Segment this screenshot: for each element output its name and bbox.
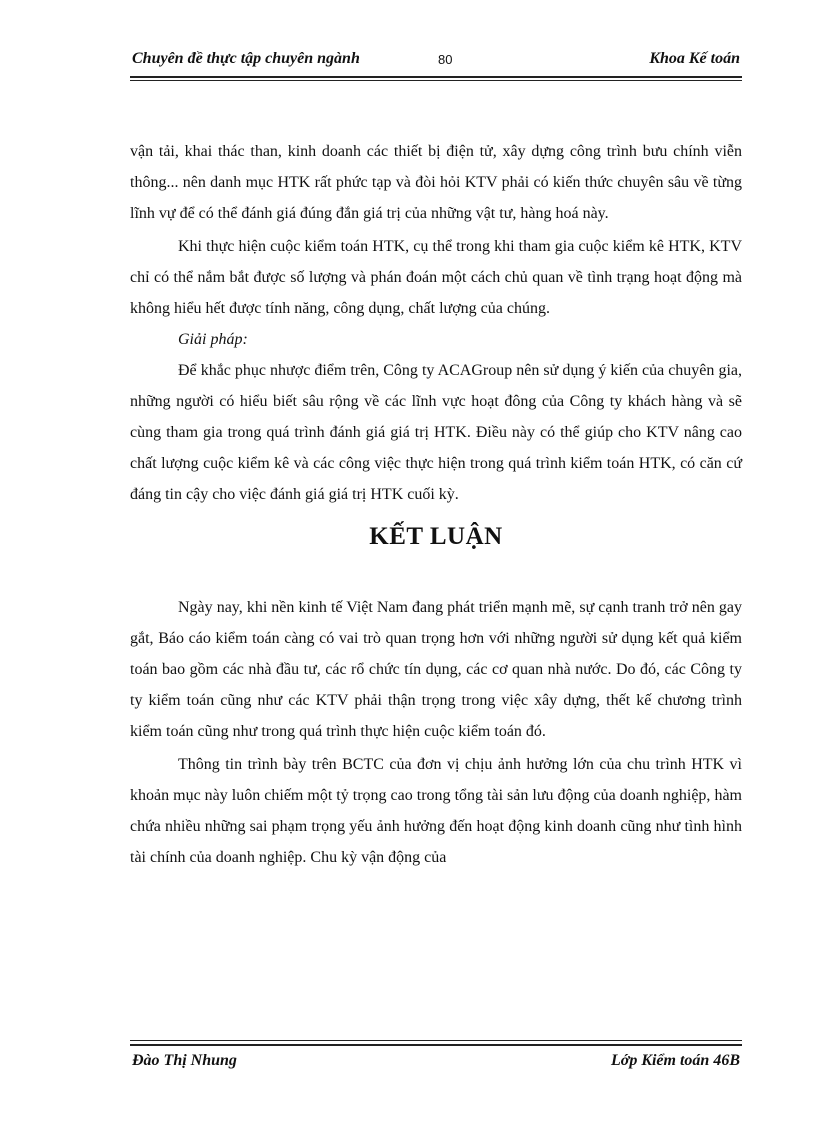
conclusion-heading: KẾT LUẬN xyxy=(369,523,503,550)
header-report-title: Chuyên đề thực tập chuyên ngành xyxy=(132,50,360,67)
paragraph-conclusion-2: Thông tin trình bày trên BCTC của đơn vị chịu ảnh hưởng lớn của chu trình HTK vì khoản mục này luôn chiếm một tỷ trọng cao trong tổng tài sản lưu động của doanh nghiệp, hàm chứa nhiều những sai phạm trọng yếu ảnh hưởng đến hoạt động kinh doanh cũng như tình hình tài chính của doanh nghiệp. Chu kỳ vận động của xyxy=(130,756,742,866)
header-department: Khoa Kế toán xyxy=(649,50,740,67)
paragraph-solution: Để khắc phục nhược điểm trên, Công ty ACAGroup nên sử dụng ý kiến của chuyên gia, những người có hiểu biết sâu rộng về các lĩnh vực hoạt đông của Công ty khách hàng và sẽ cùng tham gia trong quá trình đánh giá giá trị HTK. Điều này có thể giúp cho KTV nâng cao chất lượng cuộc kiểm kê và các công việc thực hiện trong quá trình kiểm toán HTK, có căn cứ đáng tin cậy cho việc đánh giá giá trị HTK cuối kỳ. xyxy=(130,362,742,503)
footer-author: Đào Thị Nhung xyxy=(132,1052,237,1069)
page-footer xyxy=(132,1052,742,1078)
footer-class: Lớp Kiểm toán 46B xyxy=(610,1052,740,1069)
footer-rule-thick xyxy=(130,1044,742,1046)
header-rule-thick xyxy=(130,76,742,78)
page-header xyxy=(132,50,742,76)
paragraph-continued: vận tải, khai thác than, kinh doanh các thiết bị điện tử, xây dựng công trình bưu chính viễn thông... nên danh mục HTK rất phức tạp và đòi hỏi KTV phải có kiến thức chuyên sâu về từng lĩnh vự để có thể đánh giá đúng đắn giá trị của những vật tư, hàng hoá này. xyxy=(130,143,742,222)
solution-label: Giải pháp: xyxy=(178,331,248,348)
page-body xyxy=(130,136,742,873)
page-number: 80 xyxy=(438,52,453,67)
paragraph-inventory-audit: Khi thực hiện cuộc kiểm toán HTK, cụ thể trong khi tham gia cuộc kiểm kê HTK, KTV chỉ có thể nắm bắt được số lượng và phán đoán một cách chủ quan về tình trạng hoạt động mà không hiểu hết được tính năng, công dụng, chất lượng của chúng. xyxy=(130,238,742,317)
header-rule-thin xyxy=(130,80,742,81)
footer-rule-thin xyxy=(130,1040,742,1041)
paragraph-conclusion-1: Ngày nay, khi nền kinh tế Việt Nam đang phát triển mạnh mẽ, sự cạnh tranh trở nên gay gắt, Báo cáo kiểm toán càng có vai trò quan trọng hơn với những người sử dụng kết quả kiểm toán bao gồm các nhà đầu tư, các rổ chức tín dụng, các cơ quan nhà nước. Do đó, các Công ty ty kiểm toán cũng như các KTV phải thận trọng trong việc xây dựng, thết kế chương trình kiểm toán cũng như trong quá trình thực hiện cuộc kiểm toán đó. xyxy=(130,599,742,740)
